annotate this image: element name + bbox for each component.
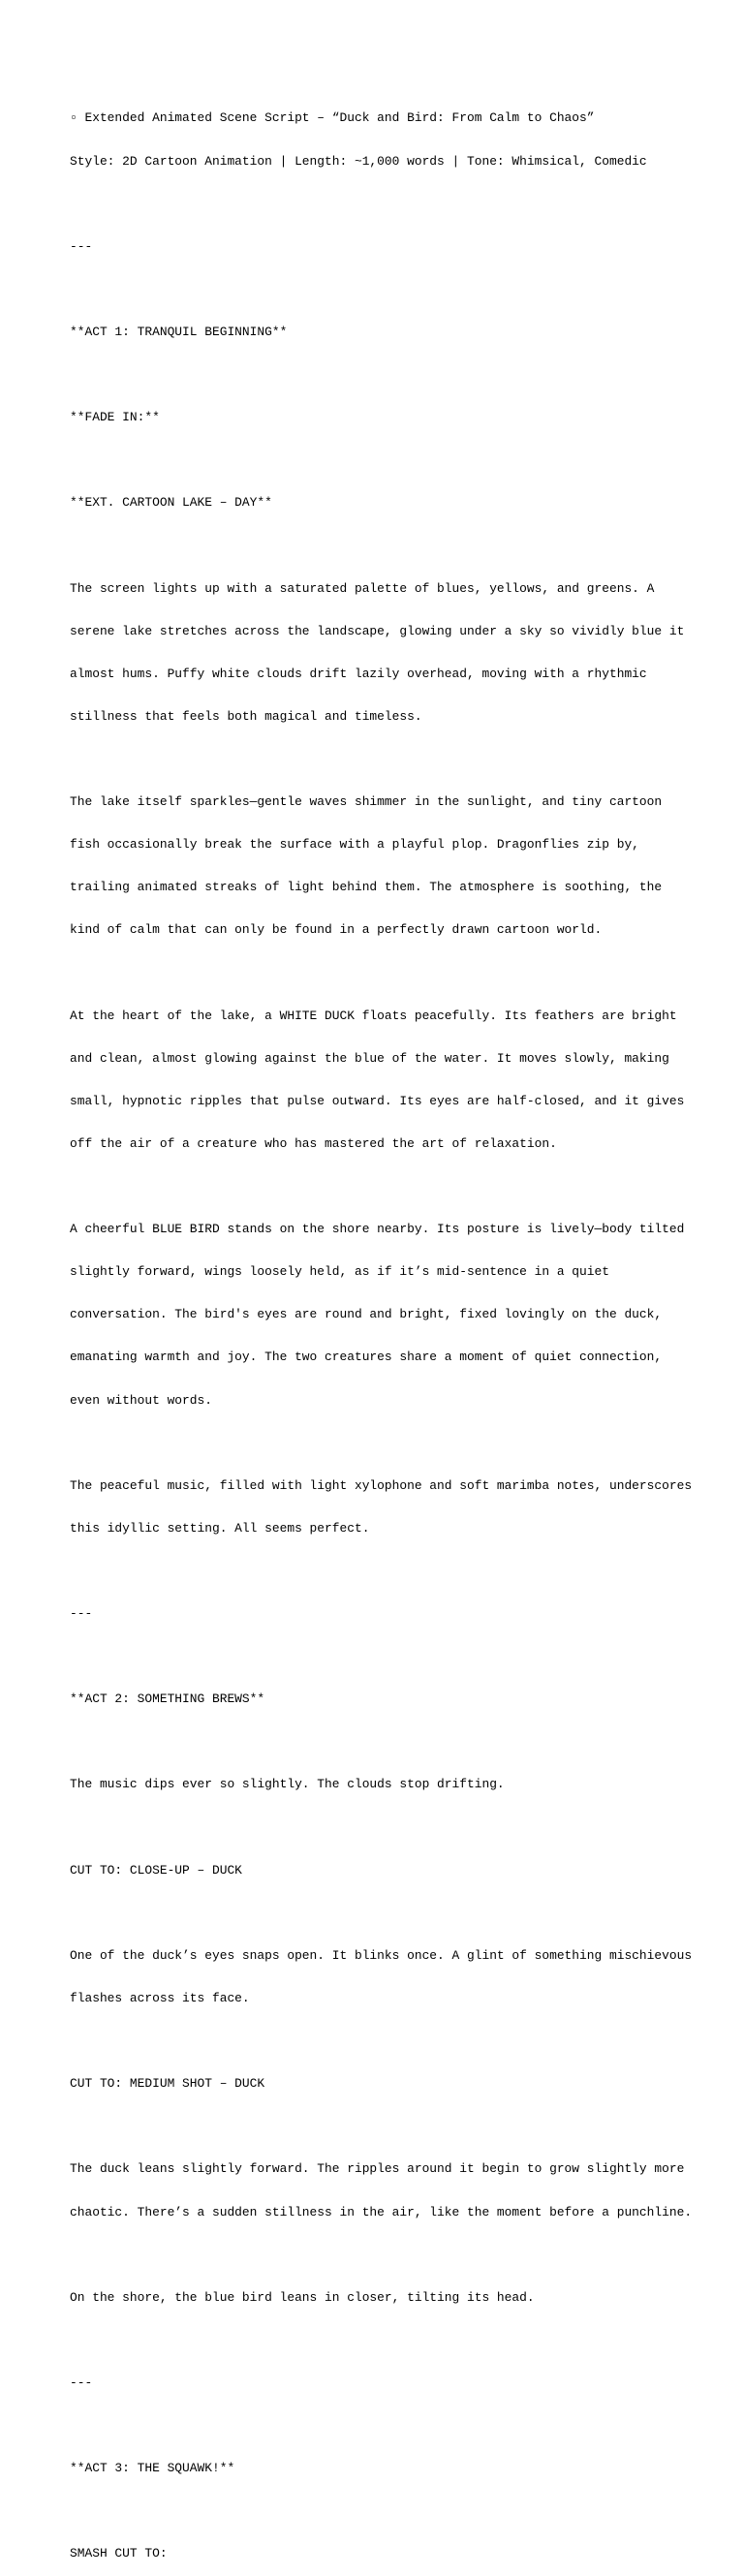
paragraph-line: emanating warmth and joy. The two creatures share a moment of quiet connection, <box>70 1350 663 1365</box>
paragraph-line: The duck leans slightly forward. The ripples around it begin to grow slightly more <box>70 2161 685 2177</box>
divider: --- <box>70 1606 93 1622</box>
paragraph-line: The music dips ever so slightly. The clouds stop drifting. <box>70 1777 505 1792</box>
scene-heading: **EXT. CARTOON LAKE – DAY** <box>70 495 272 511</box>
paragraph-line: slightly forward, wings loosely held, as if it’s mid-sentence in a quiet <box>70 1264 609 1280</box>
divider: --- <box>70 2374 93 2390</box>
paragraph-line: A cheerful BLUE BIRD stands on the shore nearby. Its posture is lively—body tilted <box>70 1222 685 1237</box>
act3-heading: **ACT 3: THE SQUAWK!** <box>70 2461 235 2476</box>
cut-direction: CUT TO: MEDIUM SHOT – DUCK <box>70 2076 265 2092</box>
paragraph-line: even without words. <box>70 1392 212 1408</box>
paragraph-line: almost hums. Puffy white clouds drift lazily overhead, moving with a rhythmic <box>70 666 647 681</box>
paragraph-line: small, hypnotic ripples that pulse outward. Its eyes are half-closed, and it gives <box>70 1093 685 1108</box>
cut-direction: CUT TO: CLOSE-UP – DUCK <box>70 1862 242 1878</box>
paragraph-line: The peaceful music, filled with light xylophone and soft marimba notes, underscores <box>70 1477 693 1493</box>
paragraph-line: On the shore, the blue bird leans in closer, tilting its head. <box>70 2289 535 2305</box>
paragraph-line: One of the duck’s eyes snaps open. It blinks once. A glint of something mischievous <box>70 1947 693 1963</box>
divider: --- <box>70 238 93 254</box>
paragraph-line: fish occasionally break the surface with a playful plop. Dragonflies zip by, <box>70 837 639 853</box>
paragraph-line: The lake itself sparkles—gentle waves shimmer in the sunlight, and tiny cartoon <box>70 794 663 810</box>
paragraph-line: chaotic. There’s a sudden stillness in the air, like the moment before a punchline. <box>70 2204 693 2219</box>
paragraph-line: trailing animated streaks of light behind them. The atmosphere is soothing, the <box>70 880 663 895</box>
act2-heading: **ACT 2: SOMETHING BREWS** <box>70 1691 265 1707</box>
script-style-line: Style: 2D Cartoon Animation | Length: ~1,000 words | Tone: Whimsical, Comedic <box>70 153 647 169</box>
paragraph-line: kind of calm that can only be found in a perfectly drawn cartoon world. <box>70 922 603 938</box>
paragraph-line: off the air of a creature who has mastered the art of relaxation. <box>70 1135 557 1151</box>
paragraph-line: The screen lights up with a saturated palette of blues, yellows, and greens. A <box>70 580 655 596</box>
paragraph-line: stillness that feels both magical and timeless. <box>70 708 422 724</box>
paragraph-line: serene lake stretches across the landscape, glowing under a sky so vividly blue it <box>70 623 685 638</box>
paragraph-line: this idyllic setting. All seems perfect. <box>70 1520 370 1536</box>
script-page <box>70 83 693 2576</box>
smash-cut-direction: SMASH CUT TO: <box>70 2546 168 2561</box>
paragraph-line: conversation. The bird's eyes are round and bright, fixed lovingly on the duck, <box>70 1307 663 1322</box>
fade-in-direction: **FADE IN:** <box>70 410 160 425</box>
act1-heading: **ACT 1: TRANQUIL BEGINNING** <box>70 324 288 339</box>
paragraph-line: and clean, almost glowing against the blue of the water. It moves slowly, making <box>70 1050 669 1066</box>
script-title: ▫ Extended Animated Scene Script – “Duck and Bird: From Calm to Chaos” <box>70 110 595 126</box>
paragraph-line: At the heart of the lake, a WHITE DUCK floats peacefully. Its feathers are bright <box>70 1008 677 1023</box>
paragraph-line: flashes across its face. <box>70 1991 250 2005</box>
